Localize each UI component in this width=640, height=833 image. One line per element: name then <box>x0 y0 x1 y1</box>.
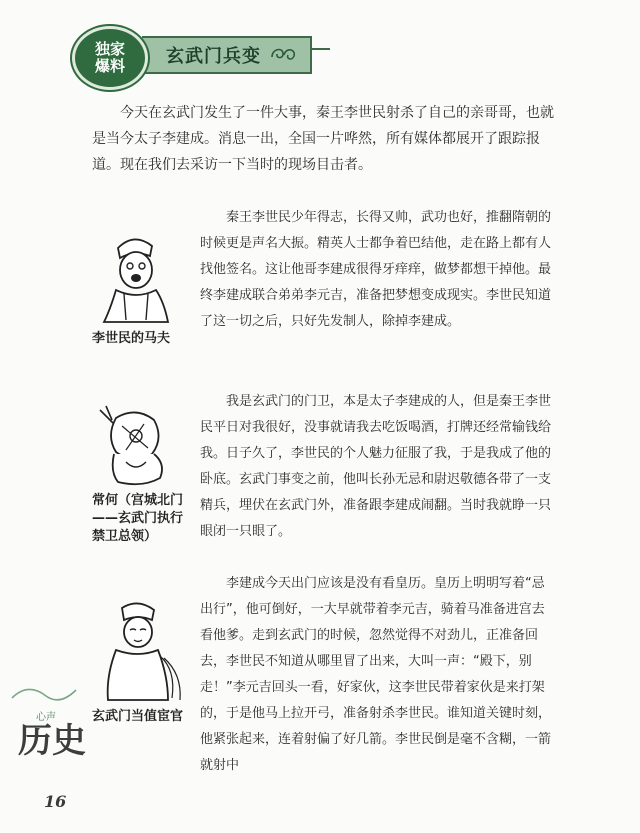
badge-line2: 爆料 <box>94 57 125 75</box>
banner-rule <box>310 48 330 50</box>
cloud-ornament-icon <box>10 678 80 708</box>
caption-groom: 李世民的马夫 <box>92 331 171 346</box>
page-number: 16 <box>44 792 67 811</box>
page-title: 玄武门兵变 <box>166 46 261 67</box>
guard-illustration <box>92 402 180 488</box>
swirl-ornament-icon <box>268 43 298 65</box>
caption-eunuch: 玄武门当值宦官 <box>92 709 184 724</box>
groom-illustration <box>96 230 176 326</box>
intro-paragraph: 今天在玄武门发生了一件大事，秦王李世民射杀了自己的亲哥哥，也就是当今太子李建成。消息一出，全国一片哗然，所有媒体都展开了跟踪报道。现在我们去采访一下当时的现场目击者。 <box>92 105 554 173</box>
sidebar-label-small: 心声 <box>36 712 56 723</box>
eunuch-illustration <box>96 600 188 704</box>
interview-text-guard: 我是玄武门的门卫，本是太子李建成的人，但是秦王李世民平日对我很好，没事就请我去吃饭喝酒，打牌还经常输钱给我。日子久了，李世民的个人魅力征服了我，于是我成了他的卧底。玄武门事变之前，他叫长孙无忌和尉迟敬德各带了一支精兵，埋伏在玄武门外，准备跟李建成闹翻。当时我就睁一只眼闭一只眼了。 <box>200 394 552 539</box>
sidebar-label: 历史 <box>18 721 86 761</box>
badge-line1: 独家 <box>94 40 125 58</box>
caption-guard: 常何（宫城北门——玄武门执行禁卫总领） <box>92 493 184 544</box>
interview-text-groom: 秦王李世民少年得志，长得又帅，武功也好，推翻隋朝的时候更是声名大振。精英人士都争着巴结他，走在路上都有人找他签名。这让他哥李建成很得牙痒痒，做梦都想干掉他。最终李建成联合弟弟李元吉，准备把梦想变成现实。李世民知道了这一切之后，只好先发制人，除掉李建成。 <box>200 210 552 329</box>
interview-text-eunuch: 李建成今天出门应该是没有看皇历。皇历上明明写着“忌出行”，他可倒好，一大早就带着李元吉，骑着马准备进宫去看他爹。走到玄武门的时候，忽然觉得不对劲儿，正准备回去，李世民不知道从哪里冒了出来，大叫一声：“殿下，别走！”李元吉回头一看，好家伙，这李世民带着家伙是来打架的，于是他马上拉开弓，准备射杀李世民。谁知道关键时刻，他紧张起来，连着射偏了好几箭。李世民倒是毫不含糊，一箭就射中 <box>200 576 552 773</box>
title-banner <box>142 36 312 74</box>
side-decoration <box>10 678 86 759</box>
exclusive-badge <box>72 26 148 90</box>
